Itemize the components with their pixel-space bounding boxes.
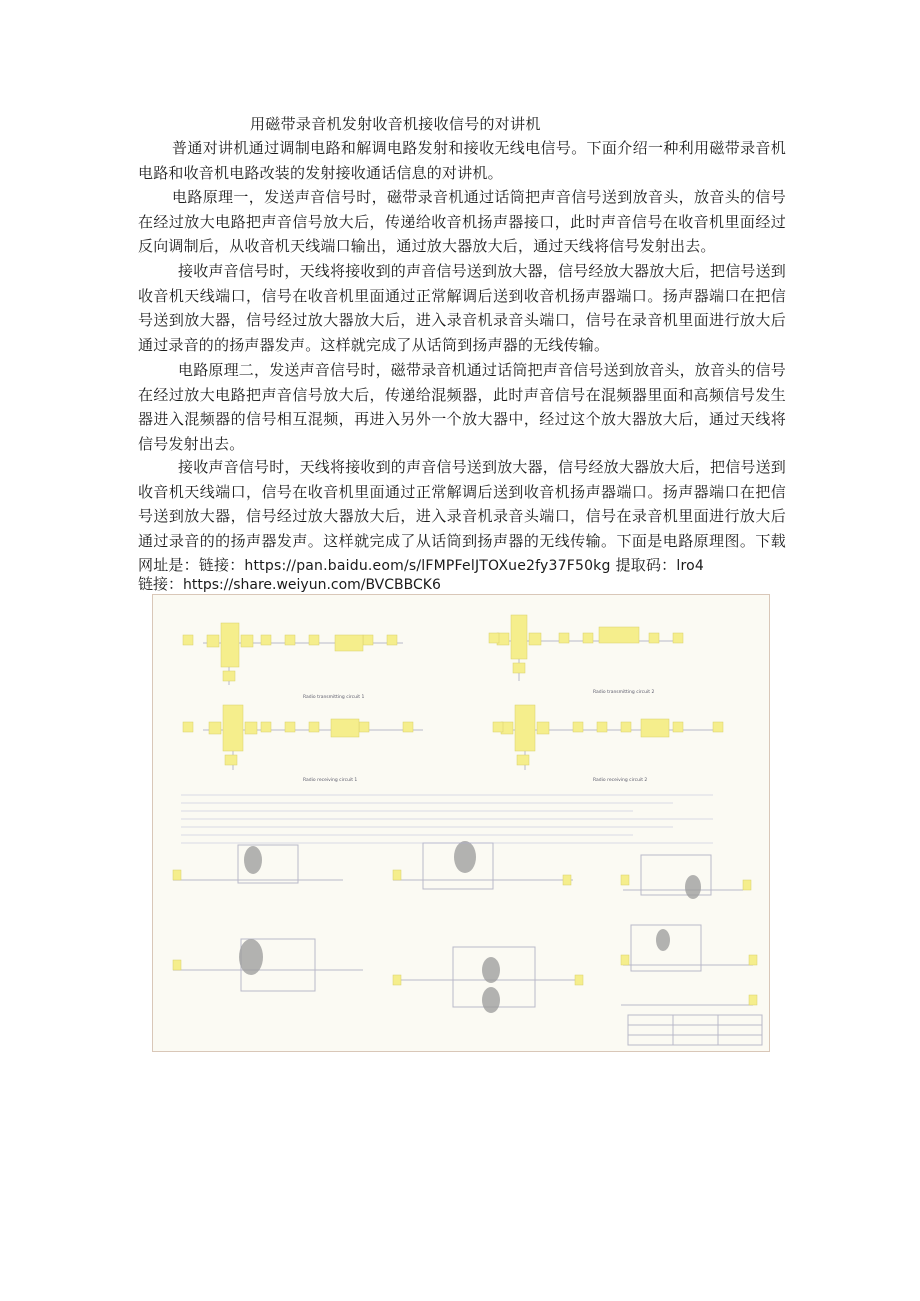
schematic-block [563, 875, 571, 885]
schematic-block [573, 722, 583, 732]
document-title: 用磁带录音机发射收音机接收信号的对讲机 [250, 115, 541, 133]
schematic-block [537, 722, 549, 734]
paragraph-principle-1-receive: 接收声音信号时，天线将接收到的声音信号送到放大器，信号经放大器放大后，把信号送到收音机天线端口，信号在收音机里面通过正常解调后送到收音机扬声器端口。扬声器端口在把信号送到放大器，信号经过放大器放大后，进入录音机录音头端口，信号在录音机里面进行放大后通过录音的的扬声器发声。这样就完成了从话筒到扬声器的无线传输。 [138, 262, 787, 354]
schematic-block [309, 635, 319, 645]
schematic-block [621, 722, 631, 732]
schematic-block [285, 722, 295, 732]
paragraph-text: 接收声音信号时，天线将接收到的声音信号送到放大器，信号经放大器放大后，把信号送到收音机天线端口，信号在收音机里面通过正常解调后送到收音机扬声器端口。扬声器端口在把信号送到放大器，信号经过放大器放大后，进入录音机录音头端口，信号在录音机里面进行放大后通过录音的的扬声器发声。这样就完成了从话筒到扬声器的无线传输。下面是电路原理图。下载网址是：链接： [138, 458, 787, 574]
schematic-block [363, 635, 373, 645]
schematic-block [749, 955, 757, 965]
schematic-figure-label: Radio transmitting circuit 1 [303, 695, 365, 700]
schematic-block [513, 663, 525, 673]
schematic-block [749, 995, 757, 1005]
schematic-block [209, 722, 221, 734]
schematic-block [493, 722, 503, 732]
schematic-block [223, 671, 235, 681]
paragraph-principle-2-send: 电路原理二，发送声音信号时，磁带录音机通过话筒把声音信号送到放音头，放音头的信号在经过放大电路把声音信号放大后，传递给混频器，此时声音信号在混频器里面和高频信号发生器进入混频器的信号相互混频，再进入另外一个放大器中，经过这个放大器放大后，通过天线将信号发射出去。 [138, 361, 787, 453]
schematic-drawing [153, 595, 769, 1051]
schematic-block [261, 635, 271, 645]
schematic-block [559, 633, 569, 643]
schematic-block [221, 623, 239, 667]
paragraph-principle-2-receive [138, 455, 786, 579]
schematic-block [335, 635, 363, 651]
schematic-block [183, 722, 193, 732]
link-label: 链接： [138, 575, 184, 593]
schematic-block [387, 635, 397, 645]
schematic-block [673, 722, 683, 732]
circuit-schematic-image [152, 594, 770, 1052]
schematic-block [225, 755, 237, 765]
schematic-block [673, 633, 683, 643]
extraction-code: lro4 [676, 558, 704, 574]
schematic-block [529, 633, 541, 645]
schematic-block [359, 722, 369, 732]
schematic-block [713, 722, 723, 732]
schematic-block [309, 722, 319, 732]
schematic-block [599, 627, 639, 643]
weiyun-link[interactable]: https://share.weiyun.com/BVCBBCK6 [183, 577, 441, 593]
schematic-block [245, 722, 257, 734]
paragraph-principle-1-send: 电路原理一，发送声音信号时，磁带录音机通过话筒把声音信号送到放音头，放音头的信号在经过放大电路把声音信号放大后，传递给收音机扬声器接口，此时声音信号在收音机里面经过反向调制后，从收音机天线端口输出，通过放大器放大后，通过天线将信号发射出去。 [138, 188, 786, 255]
schematic-figure-label: Radio transmitting circuit 2 [593, 690, 655, 695]
schematic-figure-label: Radio receiving circuit 2 [593, 778, 648, 783]
schematic-block [183, 635, 193, 645]
schematic-block [393, 975, 401, 985]
weiyun-link-line [138, 573, 441, 594]
schematic-block [207, 635, 219, 647]
schematic-block [515, 705, 535, 751]
paragraph-intro: 普通对讲机通过调制电路和解调电路发射和接收无线电信号。下面介绍一种利用磁带录音机电路和收音机电路改装的发射接收通话信息的对讲机。 [138, 139, 786, 182]
schematic-block [517, 755, 529, 765]
schematic-block [511, 615, 527, 659]
schematic-block [621, 875, 629, 885]
schematic-block [285, 635, 295, 645]
schematic-figure-label: Radio receiving circuit 1 [303, 778, 358, 783]
schematic-block [173, 960, 181, 970]
schematic-block [621, 955, 629, 965]
schematic-block [743, 880, 751, 890]
code-label: 提取码： [615, 556, 677, 574]
download-url-link[interactable]: https://pan.baidu.eom/s/lFMPFelJTOXue2fy37F50kg [244, 558, 611, 574]
schematic-block [331, 719, 359, 737]
schematic-block [403, 722, 413, 732]
schematic-block [241, 635, 253, 647]
schematic-block [393, 870, 401, 880]
schematic-block [583, 633, 593, 643]
schematic-block [223, 705, 243, 751]
schematic-block [489, 633, 499, 643]
schematic-block [575, 975, 583, 985]
schematic-block [649, 633, 659, 643]
schematic-block [641, 719, 669, 737]
schematic-block [597, 722, 607, 732]
schematic-block [261, 722, 271, 732]
schematic-block [173, 870, 181, 880]
